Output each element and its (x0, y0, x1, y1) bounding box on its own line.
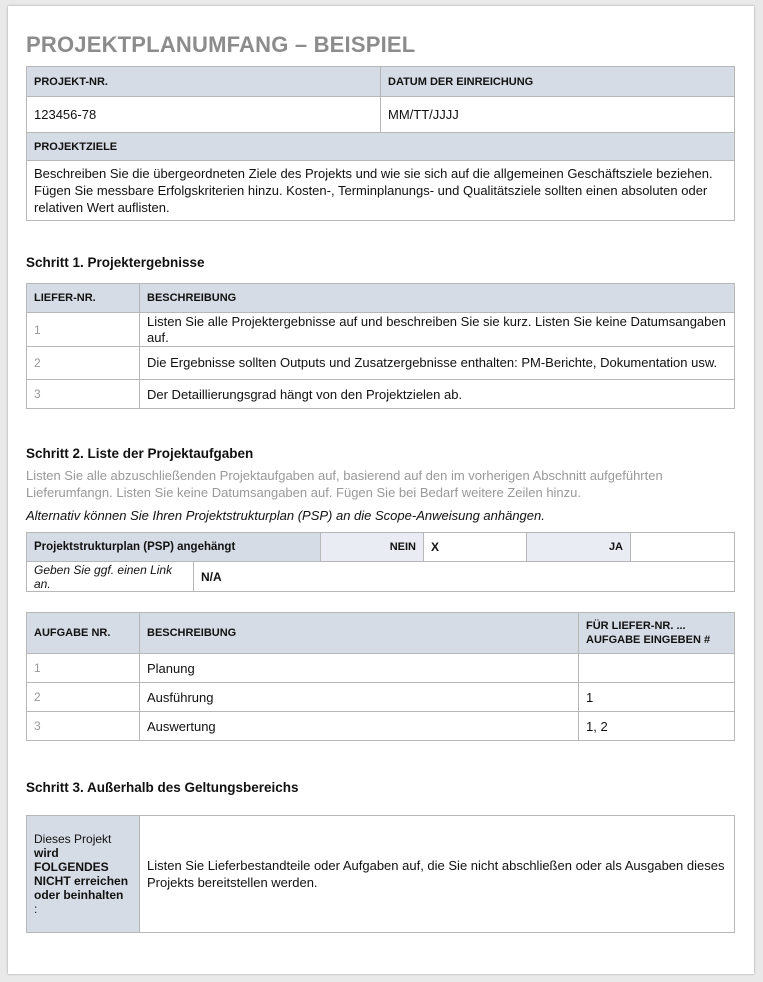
psp-no-value[interactable]: X (424, 533, 527, 562)
psp-link-label: Geben Sie ggf. einen Link an. (27, 562, 194, 592)
task-deliverable[interactable]: 1, 2 (579, 712, 735, 741)
psp-table (26, 532, 735, 592)
out-of-scope-label-colon: : (34, 902, 38, 916)
task-description[interactable]: Auswertung (140, 712, 579, 741)
step2-title: Schritt 2. Liste der Projektaufgaben (26, 446, 254, 461)
document-page (8, 6, 754, 974)
step2-alternative-note: Alternativ können Sie Ihren Projektstrukturplan (PSP) an die Scope-Anweisung anhängen. (26, 508, 545, 523)
task-number-header: AUFGABE NR. (27, 613, 140, 654)
task-number: 2 (27, 683, 140, 712)
tasks-table (26, 612, 735, 741)
deliverable-number: 2 (27, 347, 140, 380)
project-goals-header: PROJEKTZIELE (27, 133, 735, 161)
page-title: PROJEKTPLANUMFANG – BEISPIEL (26, 32, 416, 57)
submission-date-value[interactable]: MM/TT/JJJJ (381, 97, 735, 133)
table-row (27, 313, 735, 347)
psp-no-label: NEIN (321, 533, 424, 562)
psp-attached-label: Projektstrukturplan (PSP) angehängt (27, 533, 321, 562)
project-goals-text[interactable]: Beschreiben Sie die übergeordneten Ziele des Projekts und wie sie sich auf die allgemeinen Geschäftsziele beziehen. Fügen Sie messbare Erfolgskriterien hinzu. Kosten-, Terminplanungs- und Qualitätsziele sollten einen absoluten oder relativen Wert auflisten. (27, 161, 735, 221)
project-number-value[interactable]: 123456-78 (27, 97, 381, 133)
task-number: 3 (27, 712, 140, 741)
table-row (27, 347, 735, 380)
out-of-scope-text[interactable]: Listen Sie Lieferbestandteile oder Aufgaben auf, die Sie nicht abschließen oder als Ausgaben dieses Projekts bereitstellen werden. (140, 816, 735, 933)
deliverable-number: 1 (27, 313, 140, 347)
deliverable-description-header: BESCHREIBUNG (140, 284, 735, 313)
psp-yes-label: JA (527, 533, 631, 562)
task-number: 1 (27, 654, 140, 683)
task-deliverable[interactable] (579, 654, 735, 683)
deliverable-number-header: LIEFER-NR. (27, 284, 140, 313)
out-of-scope-label-bold: wird FOLGENDES NICHT erreichen oder beinhalten (34, 846, 129, 902)
out-of-scope-label-normal: Dieses Projekt (34, 832, 112, 846)
deliverable-description[interactable]: Die Ergebnisse sollten Outputs und Zusatzergebnisse enthalten: PM-Berichte, Dokumentation usw. (140, 347, 735, 380)
task-description[interactable]: Ausführung (140, 683, 579, 712)
step1-title: Schritt 1. Projektergebnisse (26, 255, 205, 270)
task-deliverable-header: FÜR LIEFER-NR. ... AUFGABE EINGEBEN # (579, 613, 735, 654)
task-description-header: BESCHREIBUNG (140, 613, 579, 654)
task-deliverable[interactable]: 1 (579, 683, 735, 712)
project-number-header: PROJEKT-NR. (27, 67, 381, 97)
out-of-scope-table (26, 815, 735, 933)
step3-title: Schritt 3. Außerhalb des Geltungsbereichs (26, 780, 299, 795)
deliverable-description[interactable]: Listen Sie alle Projektergebnisse auf und beschreiben Sie sie kurz. Listen Sie keine Datumsangaben auf. (140, 313, 735, 347)
table-row (27, 654, 735, 683)
psp-yes-value[interactable] (631, 533, 735, 562)
table-row (27, 683, 735, 712)
deliverables-table (26, 283, 735, 409)
out-of-scope-label (27, 816, 140, 933)
step2-instructions: Listen Sie alle abzuschließenden Projektaufgaben auf, basierend auf den im vorherigen Abschnitt aufgeführten Lieferumfangn. Listen Sie keine Datumsangaben auf. Fügen Sie bei Bedarf weitere Zeilen hinzu. (26, 468, 663, 500)
project-info-table (26, 66, 735, 221)
submission-date-header: DATUM DER EINREICHUNG (381, 67, 735, 97)
deliverable-description[interactable]: Der Detaillierungsgrad hängt von den Projektzielen ab. (140, 380, 735, 409)
table-row (27, 712, 735, 741)
task-description[interactable]: Planung (140, 654, 579, 683)
psp-link-value[interactable]: N/A (194, 562, 735, 592)
table-row (27, 380, 735, 409)
deliverable-number: 3 (27, 380, 140, 409)
